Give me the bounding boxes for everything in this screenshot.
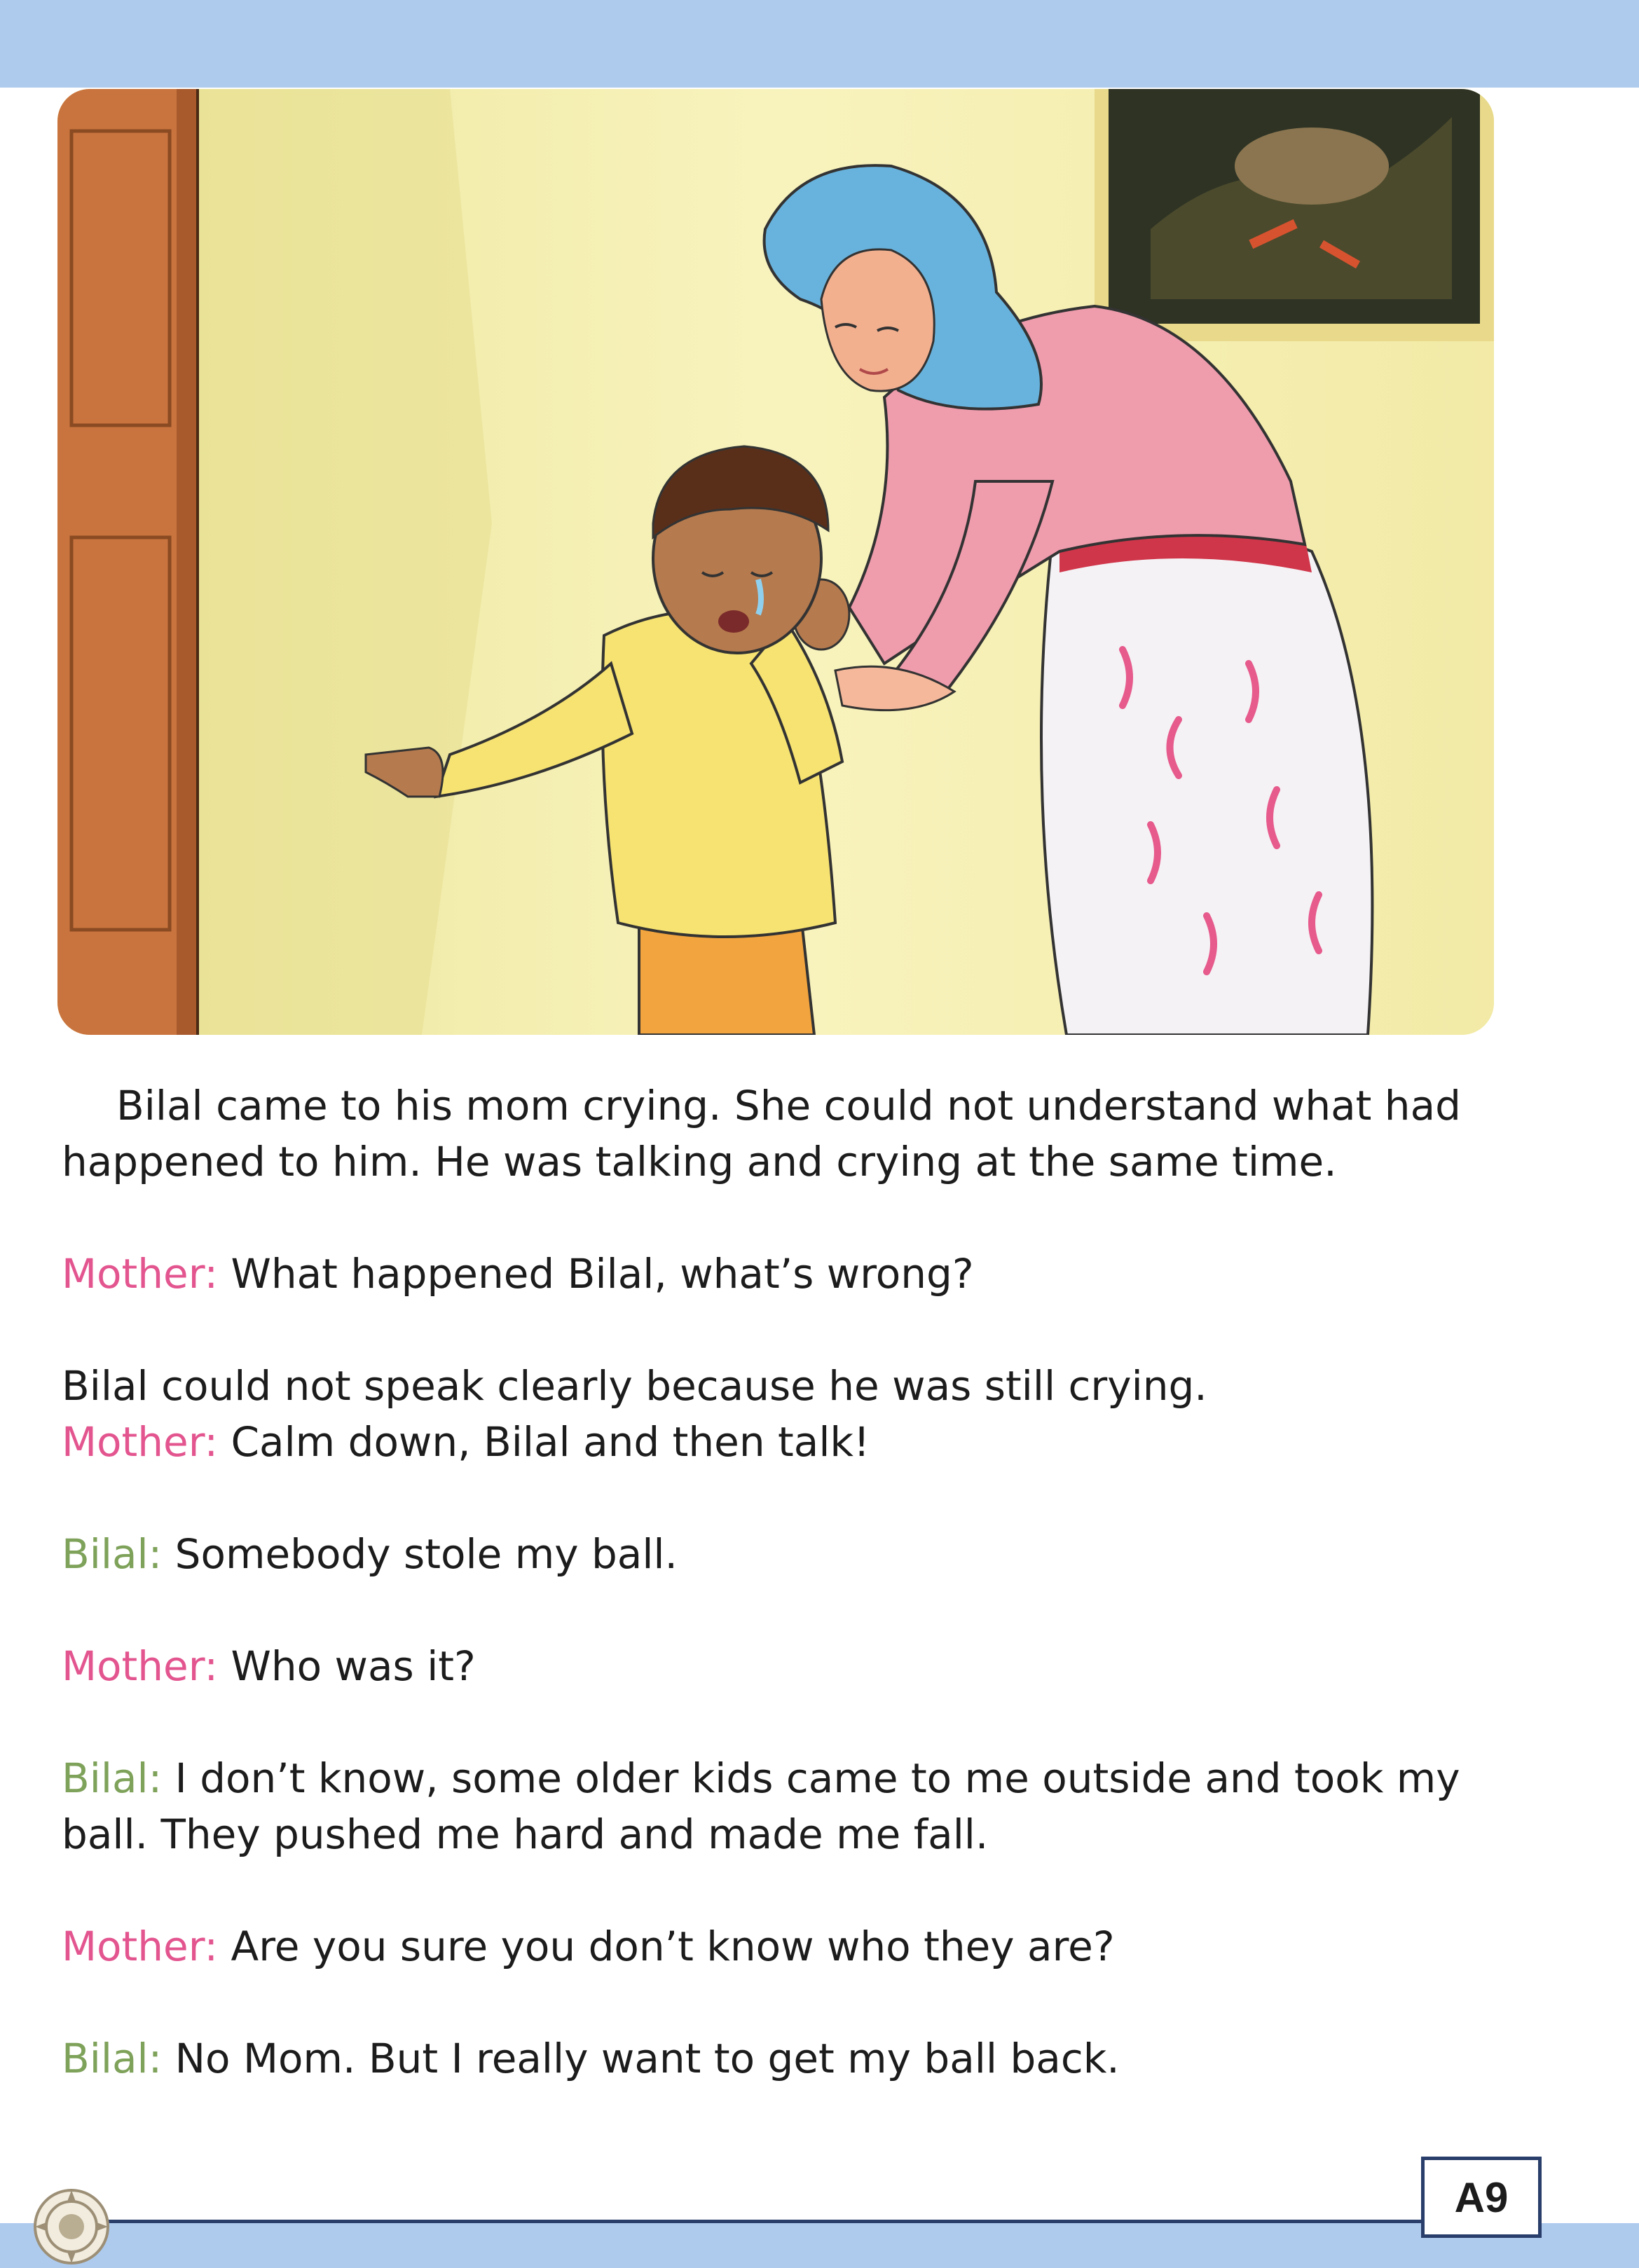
dialogue-text: I don’t know, some older kids came to me outside and took my: [174, 1754, 1460, 1802]
dialogue-line-5: [62, 1750, 1589, 1806]
dialogue-text: No Mom. But I really want to get my ball back.: [174, 2035, 1120, 2082]
dialogue-text: Are you sure you don’t know who they are?: [231, 1923, 1115, 1970]
speaker-label: Mother:: [62, 1418, 219, 1466]
speaker-label: Mother:: [62, 1923, 219, 1970]
framed-painting-icon: [1095, 89, 1494, 341]
dialogue-text: Calm down, Bilal and then talk!: [231, 1418, 870, 1466]
dialogue-line-1: [62, 1246, 1589, 1302]
dialogue-line-5-continued: ball. They pushed me hard and made me fall.: [62, 1810, 989, 1858]
footer-rule: [77, 2220, 1421, 2223]
speaker-label: Bilal:: [62, 1754, 163, 1802]
dialogue-text: What happened Bilal, what’s wrong?: [231, 1250, 974, 1298]
dialogue-line-2: [62, 1414, 1589, 1470]
bottom-decorative-band: [0, 2223, 1639, 2268]
dialogue-line-3: [62, 1526, 1589, 1582]
dialogue-text: Somebody stole my ball.: [174, 1530, 678, 1578]
speaker-label: Mother:: [62, 1642, 219, 1690]
door-icon: [57, 89, 198, 1035]
intro-line-1: Bilal came to his mom crying. She could not understand what had: [116, 1082, 1461, 1129]
story-illustration: [57, 89, 1494, 1035]
dialogue-line-6: [62, 1918, 1589, 1974]
top-decorative-band: [0, 0, 1639, 88]
dialogue-line-7: [62, 2030, 1589, 2087]
ornament-medallion-icon: [31, 2186, 112, 2267]
narration-line: Bilal could not speak clearly because he was still crying.: [62, 1362, 1207, 1410]
story-text: [62, 1078, 1589, 2087]
speaker-label: Bilal:: [62, 1530, 163, 1578]
page-number: A9: [1421, 2157, 1542, 2238]
speaker-label: Mother:: [62, 1250, 219, 1298]
speaker-label: Bilal:: [62, 2035, 163, 2082]
dialogue-text: Who was it?: [231, 1642, 476, 1690]
intro-line-2: happened to him. He was talking and crying at the same time.: [62, 1138, 1337, 1185]
dialogue-line-4: [62, 1638, 1589, 1694]
